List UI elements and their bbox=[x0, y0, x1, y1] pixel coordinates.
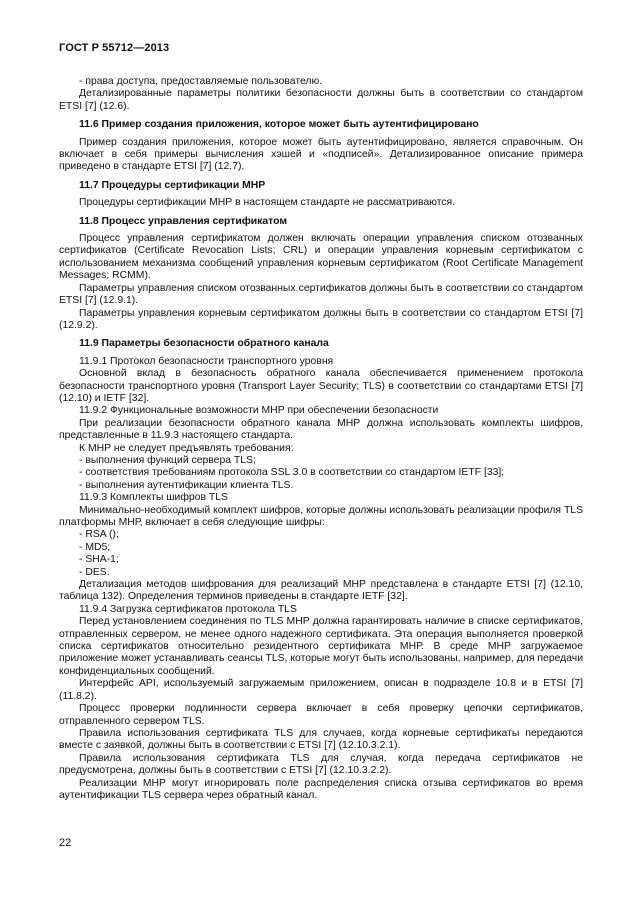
section-heading: 11.9 Параметры безопасности обратного канала bbox=[79, 338, 329, 350]
paragraph: - выполнения функций сервера TLS; bbox=[79, 454, 256, 466]
paragraph: - MD5; bbox=[79, 541, 111, 553]
paragraph: Перед установлением соединения по TLS МНР должна гарантировать наличие в списке сертификатов, отправленных сервером, не менее одного надежного сертификата. Эта операция выполняется проверкой списка сертификатов относительно резидентного сертификата МНР. В среде МНР загружаемое приложение может устанавливать сеансы TLS, которые могут быть использованы, например, для передачи конфиденциальных сообщений. bbox=[59, 616, 583, 677]
paragraph: Пример создания приложения, которое может быть аутентифицировано, является справочным. Он включает в себя примеры вычисления хэшей и «подписей». Детализированное описание примера приведено в стандарте ETSI [7] (12.7). bbox=[59, 136, 583, 173]
paragraph: - права доступа, предоставляемые пользователю. bbox=[79, 76, 323, 87]
section-heading: 11.8 Процесс управления сертификатом bbox=[79, 215, 288, 227]
paragraph: Правила использования сертификата TLS для случаев, когда корневые сертификаты передаются вместе с заявкой, должны быть в соответствии с ETSI [7] (12.10.3.2.1). bbox=[59, 727, 583, 752]
paragraph: 11.9.2 Функциональные возможности МНР при обеспечении безопасности bbox=[79, 405, 439, 417]
paragraph: Основной вклад в безопасность обратного канала обеспечивается применением протокола безопасности транспортного уровня (Transport Layer Security; TLS) в соответствии со стандартами ETSI [7] (12.10) и IETF [32]. bbox=[59, 368, 583, 404]
paragraph: - соответствия требованиям протокола SSL 3.0 в соответствии со стандартом IETF [33]; bbox=[79, 467, 505, 479]
page-number: 22 bbox=[59, 837, 72, 849]
paragraph: К МНР не следует предъявлять требования: bbox=[79, 442, 294, 454]
paragraph: Параметры управления списком отозванных сертификатов должны быть в соответствии со стандартом ETSI [7] (12.9.1). bbox=[59, 282, 583, 307]
paragraph: Параметры управления корневым сертификатом должны быть в соответствии со стандартом ETSI [7] (12.9.2). bbox=[59, 307, 583, 331]
paragraph: 11.9.3 Комплекты шифров TLS bbox=[79, 492, 228, 504]
paragraph: Интерфейс API, используемый загружаемым приложением, описан в подразделе 10.8 и в ETSI [7] (11.8.2). bbox=[59, 678, 583, 702]
paragraph: Процедуры сертификации МНР в настоящем стандарте не рассматриваются. bbox=[79, 197, 456, 209]
paragraph: 11.9.1 Протокол безопасности транспортного уровня bbox=[79, 355, 334, 367]
document-body bbox=[59, 76, 583, 802]
paragraph: 11.9.4 Загрузка сертификатов протокола TLS bbox=[79, 603, 297, 615]
paragraph: Процесс проверки подлинности сервера включает в себя проверку цепочки сертификатов, отправленного сервером TLS. bbox=[59, 703, 583, 727]
section-heading: 11.6 Пример создания приложения, которое может быть аутентифицировано bbox=[79, 119, 479, 131]
page-header: ГОСТ Р 55712—2013 bbox=[59, 42, 170, 54]
paragraph: Процесс управления сертификатом должен включать операции управления списком отозванных сертификатов (Certificate Revocation Lists; CRL) и операции управления корневым сертификатом с использованием механизма сообщений управления корневым сертификатом (Root Certificate Management Messages; RCMM). bbox=[59, 233, 583, 282]
paragraph: При реализации безопасности обратного канала МНР должна использовать комплекты шифров, представленные в 11.9.3 настоящего стандарта. bbox=[59, 417, 583, 442]
paragraph: - выполнения аутентификации клиента TLS. bbox=[79, 479, 294, 491]
paragraph: - DES. bbox=[79, 566, 110, 578]
paragraph: - RSA (); bbox=[79, 529, 119, 541]
paragraph: Правила использования сертификата TLS для случая, когда передача сертификатов не предусмотрена, должны быть в соответствии с ETSI [7] (12.10.3.2.2). bbox=[59, 752, 583, 777]
paragraph: Реализации МНР могут игнорировать поле распределения списка отзыва сертификатов во время аутентификации TLS сервера через обратный канал. bbox=[59, 777, 583, 801]
paragraph: - SHA-1; bbox=[79, 554, 119, 566]
paragraph: Минимально-необходимый комплект шифров, которые должны использовать реализации профиля TLS платформы МНР, включает в себя следующие шифры: bbox=[59, 504, 583, 528]
section-heading: 11.7 Процедуры сертификации МНР bbox=[79, 179, 266, 191]
paragraph: Детализация методов шифрования для реализаций МНР представлена в стандарте ETSI [7] (12.10, таблица 132). Определения терминов приведены в стандарте IETF [32]. bbox=[59, 579, 583, 603]
paragraph: Детализированные параметры политики безопасности должны быть в соответствии со стандартом ETSI [7] (12.6). bbox=[59, 88, 583, 112]
